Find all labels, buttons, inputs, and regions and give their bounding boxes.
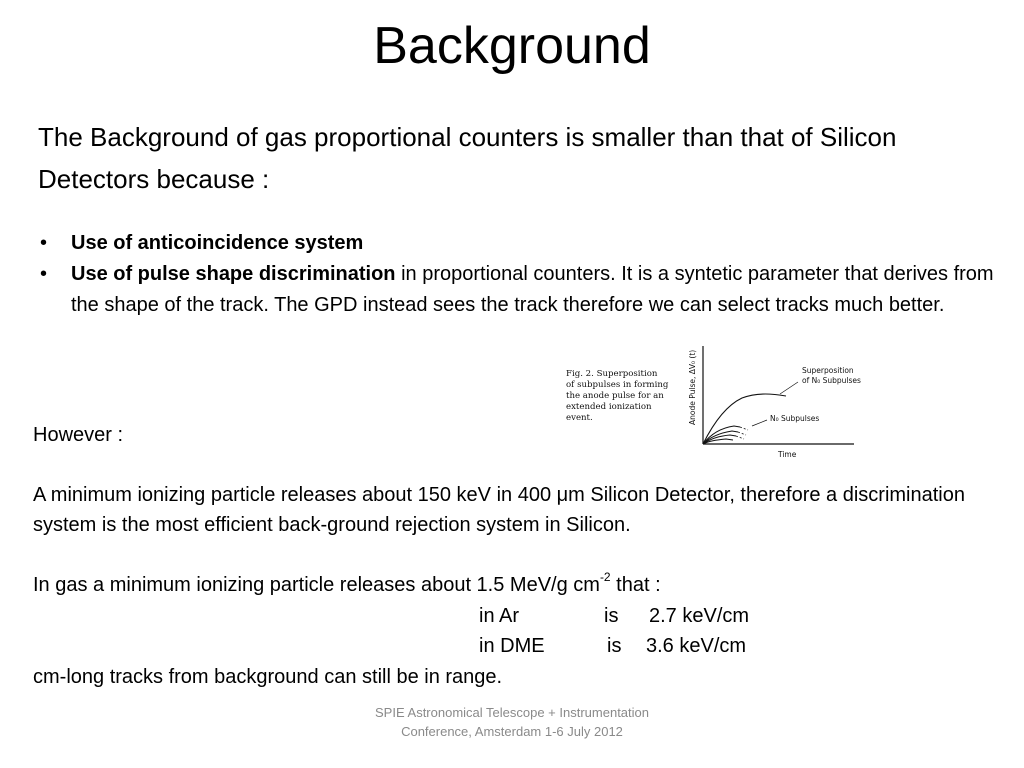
subpulses-pointer: [752, 420, 767, 426]
figure-y-label: Anode Pulse, ΔV₀ (t): [688, 349, 697, 425]
bullet-marker: •: [40, 263, 48, 285]
footer-text: SPIE Astronomical Telescope + Instrumentation Conference, Amsterdam 1-6 July 2012: [375, 705, 649, 739]
figure-caption-line: the anode pulse for an: [566, 391, 664, 401]
superposition-label: of N₀ Subpulses: [802, 376, 861, 385]
figure-caption-line: of subpulses in forming: [566, 380, 669, 390]
intro-text: The Background of gas proportional counters is smaller than that of Silicon Detectors because :: [38, 122, 897, 194]
bullet-marker: •: [40, 232, 48, 254]
dme-is: is: [607, 635, 622, 657]
gas-paragraph: [33, 570, 661, 600]
bullet-item: [38, 259, 998, 321]
gas-paragraph-tail: that :: [610, 574, 661, 596]
pulse-figure-svg: [562, 340, 882, 468]
bullet-bold-text: Use of pulse shape discrimination: [71, 263, 396, 285]
dme-gas: in DME: [479, 635, 545, 657]
figure-caption-line: Fig. 2. Superposition: [566, 369, 658, 379]
conclusion-text: cm-long tracks from background can still be in range.: [33, 666, 503, 688]
figure-x-label: Time: [778, 450, 797, 459]
dme-value: 3.6 keV/cm: [646, 635, 747, 657]
figure-caption-line: event.: [566, 413, 593, 423]
silicon-paragraph: A minimum ionizing particle releases about 150 keV in 400 μm Silicon Detector, therefore a discrimination system is the most efficient back-ground rejection system in Silicon.: [33, 484, 965, 536]
ar-gas: in Ar: [479, 605, 520, 627]
bullet-text: in proportional counters. It is a syntetic parameter that derives from the shape of the track. The GPD instead sees the track therefore we can select tracks much better.: [71, 263, 994, 316]
however-text: However :: [33, 424, 124, 446]
slide-title: Background: [373, 17, 651, 75]
subpulses-label: N₀ Subpulses: [770, 414, 820, 423]
ar-value: 2.7 keV/cm: [649, 605, 750, 627]
superposition-pointer: [780, 382, 798, 394]
superposition-label: Superposition: [802, 366, 854, 375]
bullet-list: [38, 228, 998, 321]
gas-paragraph-exponent: -2: [599, 570, 611, 584]
bullet-item: [38, 228, 998, 259]
pulse-figure: [562, 340, 882, 468]
subpulse-dashes: [736, 427, 748, 439]
figure-caption-line: extended ionization: [566, 402, 652, 412]
bullet-bold-text: Use of anticoincidence system: [71, 232, 364, 254]
ar-is: is: [604, 605, 619, 627]
gas-paragraph-text: In gas a minimum ionizing particle releases about 1.5 MeV/g cm: [33, 574, 600, 596]
subpulse-curve: [703, 426, 740, 444]
